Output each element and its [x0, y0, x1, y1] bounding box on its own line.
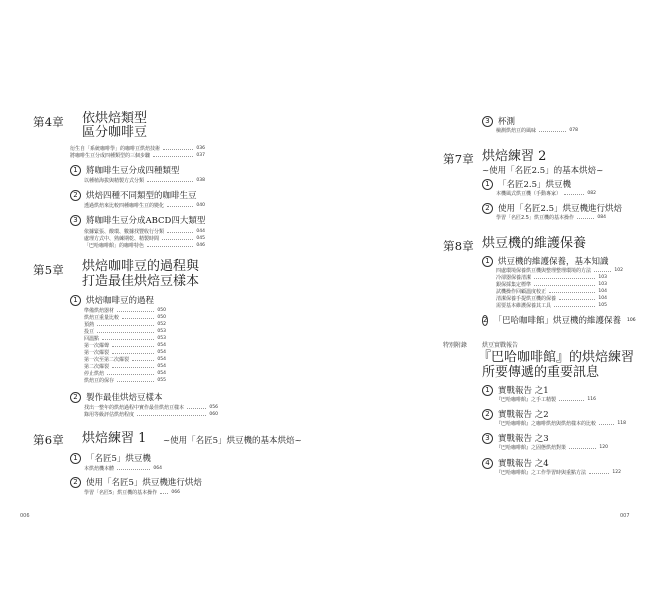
entry-page: 103: [598, 275, 607, 280]
entry-page: 118: [617, 421, 626, 426]
toc-entry[interactable]: [84, 235, 205, 242]
appendix-title-line1: 『巴哈咖啡館』的烘焙練習: [478, 350, 635, 365]
leader-dots: [589, 473, 609, 474]
entry-text: 第一次爆裂: [84, 350, 110, 356]
entry-page: 104: [598, 289, 607, 294]
leader-dots: [112, 367, 154, 368]
leader-dots: [599, 424, 614, 425]
section-title: 烘豆機的維護保養，基本知識: [498, 257, 609, 267]
toc-entry[interactable]: [496, 420, 626, 427]
leader-dots: [107, 374, 154, 375]
entry-page: 116: [587, 397, 596, 402]
leader-dots: [534, 285, 595, 286]
section-heading[interactable]: [70, 189, 197, 201]
entry-text: 將咖啡生豆分成四種類型的三個步驟: [70, 153, 151, 159]
leader-dots: [564, 194, 584, 195]
section-title: 實戰報告 之2: [498, 410, 549, 420]
leader-dots: [97, 332, 154, 333]
section-heading[interactable]: [70, 452, 151, 464]
toc-entry[interactable]: [84, 228, 205, 235]
toc-entry[interactable]: [84, 342, 166, 349]
entry-text: 試機操作回顧溫度校正: [496, 289, 547, 295]
entry-page: 078: [569, 128, 578, 133]
section-heading[interactable]: [482, 178, 571, 190]
entry-page: 120: [599, 445, 608, 450]
circled-number: 2: [70, 190, 81, 201]
entry-text: 處理方式中、熟練期乾、精製時間: [84, 236, 160, 242]
section-heading[interactable]: [70, 476, 202, 488]
entry-page: 064: [153, 466, 162, 471]
entry-text: 烘焙豆的保存: [84, 378, 115, 384]
leader-dots: [594, 271, 611, 272]
entry-page: 038: [196, 178, 205, 183]
entry-text: 衍生自「系統咖啡學」的咖啡豆烘焙技術: [70, 146, 161, 152]
leader-dots: [122, 318, 154, 319]
section-heading[interactable]: [70, 391, 163, 403]
page-number-left: 006: [20, 513, 30, 519]
entry-page: 046: [196, 243, 205, 248]
leader-dots: [102, 339, 154, 340]
toc-entry[interactable]: [84, 314, 166, 321]
entry-text: 學習「名匠2.5」烘豆機的基本操作: [496, 215, 574, 221]
circled-number: 1: [482, 385, 493, 396]
chapter-6-subtitle: ~使用「名匠5」烘豆機的基本烘焙~: [163, 436, 302, 446]
chapter-8-label: 第8章: [443, 239, 474, 253]
toc-entry[interactable]: [84, 489, 180, 496]
entry-page: 102: [614, 268, 623, 273]
circled-number: 3: [482, 433, 493, 444]
section-heading[interactable]: [482, 202, 622, 214]
leader-dots: [187, 408, 206, 409]
entry-text: 冷卻器保養清潔: [496, 275, 532, 281]
entry-page: 106: [626, 317, 636, 323]
toc-entry[interactable]: [496, 127, 578, 134]
entry-text: 本烘焙機本體: [84, 466, 115, 472]
section-heading[interactable]: [482, 408, 549, 420]
entry-page: 122: [612, 470, 621, 475]
toc-entry[interactable]: [84, 307, 166, 314]
leader-dots: [167, 232, 193, 233]
entry-page: 053: [157, 329, 166, 334]
toc-entry[interactable]: [496, 396, 596, 403]
section-heading[interactable]: [482, 115, 515, 127]
section-title: 「名匠5」烘豆機: [86, 454, 151, 464]
entry-text: 學習「名匠5」烘豆機的基本操作: [84, 490, 158, 496]
leader-dots: [117, 469, 150, 470]
toc-entry[interactable]: [496, 469, 621, 476]
entry-page: 105: [598, 303, 607, 308]
toc-entry[interactable]: [496, 274, 607, 281]
entry-text: 本機風式烘豆機（手動專家）: [496, 191, 562, 197]
entry-text: 『巴哈咖啡館』之固態烘焙對策: [496, 445, 567, 451]
entry-text: 第二次爆裂: [84, 364, 110, 370]
chapter-4-title-line2: 區分咖啡豆: [82, 125, 148, 140]
leader-dots: [112, 353, 154, 354]
leader-dots: [147, 246, 193, 247]
chapter-5-label: 第5章: [33, 263, 64, 277]
entry-text: 透過烘焙來比較四種咖啡生豆的變化: [84, 203, 165, 209]
toc-entry[interactable]: [496, 444, 608, 451]
entry-text: 需要基本維護保養其工具: [496, 303, 552, 309]
page-number-right: 007: [620, 513, 630, 519]
entry-text: 『巴哈咖啡館』之咖啡烘焙與烘焙樣本的比較: [496, 421, 597, 427]
entry-page: 050: [157, 308, 166, 313]
section-title: 烘焙四種不同類型的咖啡生豆: [86, 191, 197, 201]
section-title: 杯測: [498, 117, 516, 127]
chapter-6-title: 烘焙練習 1: [82, 431, 147, 446]
toc-entry[interactable]: [84, 202, 205, 209]
section-title: 「名匠2.5」烘豆機: [498, 180, 572, 190]
circled-number: 1: [70, 165, 81, 176]
leader-dots: [153, 156, 193, 157]
entry-page: 084: [597, 215, 606, 220]
entry-text: 以種植海拔與精製方式分類: [84, 178, 145, 184]
toc-entry[interactable]: [84, 377, 166, 384]
entry-text: 檢測烘焙豆的風味: [496, 128, 537, 134]
toc-entry[interactable]: [84, 321, 166, 328]
entry-text: 「巴哈咖啡館」的咖啡特色: [84, 243, 145, 249]
entry-page: 054: [157, 364, 166, 369]
entry-text: 四處環境保養烘豆機與整理整理環境的方法: [496, 268, 592, 274]
leader-dots: [112, 346, 154, 347]
leader-dots: [137, 415, 206, 416]
section-title: 製作最佳烘焙豆樣本: [86, 393, 163, 403]
chapter-5-title-line1: 烘焙咖啡豆的過程與: [82, 259, 200, 274]
chapter-8-title: 烘豆機的維護保養: [482, 236, 587, 251]
chapter-4-label: 第4章: [33, 115, 64, 129]
entry-text: 清潔保養手提烘豆機的保養: [496, 296, 557, 302]
entry-text: 錄用等級評估烘焙程度: [84, 412, 135, 418]
toc-entry[interactable]: [84, 356, 166, 363]
toc-entry[interactable]: [496, 267, 623, 274]
toc-entry[interactable]: [84, 177, 205, 184]
entry-text: 準備烘焙器材: [84, 308, 115, 314]
entry-page: 054: [157, 343, 166, 348]
toc-entry[interactable]: [84, 363, 166, 370]
leader-dots: [549, 292, 595, 293]
entry-text: 第一次爆聲: [84, 343, 110, 349]
appendix-title-line2: 所要傳遞的重要訊息: [482, 365, 600, 380]
entry-page: 104: [598, 296, 607, 301]
toc-entry[interactable]: [496, 190, 596, 197]
entry-text: 找出一整年的烘焙過程中實作最佳烘焙豆樣本: [84, 405, 185, 411]
section-title: 使用「名匠5」烘豆機進行烘焙: [86, 478, 202, 488]
chapter-7-label: 第7章: [443, 152, 474, 166]
leader-dots: [117, 311, 154, 312]
section-title: 將咖啡生豆分成ABCD四大類型: [86, 216, 206, 226]
toc-entry[interactable]: [84, 242, 205, 249]
entry-text: 銀保採集定標準: [496, 282, 532, 288]
toc-entry[interactable]: [496, 214, 606, 221]
circled-number: 2: [483, 316, 488, 324]
entry-page: 054: [157, 357, 166, 362]
leader-dots: [577, 218, 594, 219]
section-title: 將咖啡生豆分成四種類型: [86, 166, 180, 176]
appendix-kicker: 烘豆實戰報告: [482, 342, 519, 349]
leader-dots: [97, 325, 154, 326]
section-title: 實戰報告 之1: [498, 386, 549, 396]
section-heading[interactable]: [482, 384, 549, 396]
leader-dots: [539, 131, 566, 132]
toc-entry[interactable]: [84, 328, 166, 335]
section-title: 烘焙咖啡豆的過程: [86, 296, 155, 306]
circled-number: 1: [70, 295, 81, 306]
toc-entry[interactable]: [496, 281, 607, 288]
entry-text: 第一次至第二次爆裂: [84, 357, 130, 363]
toc-entry[interactable]: [84, 465, 162, 472]
leader-dots: [132, 360, 154, 361]
toc-entry[interactable]: [84, 404, 218, 411]
entry-page: 040: [196, 203, 205, 208]
toc-entry[interactable]: [84, 335, 166, 342]
entry-page: 103: [598, 282, 607, 287]
leader-dots: [569, 448, 596, 449]
toc-entry[interactable]: [496, 288, 607, 295]
circled-number: 2: [482, 409, 493, 420]
leader-dots: [160, 493, 168, 494]
section-heading[interactable]: [70, 214, 205, 226]
circled-number: 3: [70, 215, 81, 226]
chapter-7-subtitle: ~使用「名匠2.5」的基本烘焙~: [482, 166, 604, 176]
entry-page: 053: [157, 336, 166, 341]
toc-entry[interactable]: [84, 411, 218, 418]
toc-entry[interactable]: [70, 152, 205, 159]
toc-entry[interactable]: [496, 295, 607, 302]
toc-entry[interactable]: [70, 145, 205, 152]
circled-number: 4: [482, 458, 493, 469]
entry-text: 停止烘焙: [84, 371, 105, 377]
entry-page: 060: [209, 412, 218, 417]
entry-text: 依據緊張、酸環、數據找豐收行分類: [84, 229, 165, 235]
circled-number: 2: [70, 477, 81, 488]
entry-text: 烘焙豆重量比較: [84, 315, 120, 321]
entry-page: 050: [157, 315, 166, 320]
entry-text: 投豆: [84, 329, 95, 335]
section-heading[interactable]: [482, 255, 609, 267]
leader-dots: [162, 239, 193, 240]
leader-dots: [147, 181, 193, 182]
leader-dots: [117, 381, 154, 382]
toc-entry[interactable]: [496, 302, 607, 309]
entry-page: 054: [157, 371, 166, 376]
entry-text: 回溫點: [84, 336, 100, 342]
circled-number: 2: [482, 203, 493, 214]
circled-number: 1: [482, 179, 493, 190]
section-heading[interactable]: [482, 457, 549, 469]
entry-page: 055: [157, 378, 166, 383]
section-heading[interactable]: [70, 164, 180, 176]
entry-page: 082: [587, 191, 596, 196]
leader-dots: [167, 206, 193, 207]
entry-text: 『巴哈咖啡館』之手工精製: [496, 397, 557, 403]
section-title: 實戰報告 之3: [498, 434, 549, 444]
section-title: 「巴哈咖啡館」烘豆機的維護保養: [493, 316, 621, 326]
chapter-7-title: 烘焙練習 2: [482, 149, 547, 164]
leader-dots: [559, 299, 595, 300]
entry-page: 045: [196, 236, 205, 241]
circled-number: 3: [482, 116, 493, 127]
section-title: 使用「名匠2.5」烘豆機進行烘焙: [498, 204, 623, 214]
section-heading[interactable]: [482, 432, 549, 444]
chapter-4-title-line1: 依烘焙類型: [82, 111, 148, 126]
section-title: 實戰報告 之4: [498, 459, 549, 469]
chapter-6-label: 第6章: [33, 433, 64, 447]
circled-number: 2: [70, 392, 81, 403]
leader-dots: [554, 306, 595, 307]
leader-dots: [534, 278, 595, 279]
entry-page: 054: [157, 350, 166, 355]
entry-page: 037: [196, 153, 205, 158]
entry-text: 『巴哈咖啡館』之工作學習時與重點方法: [496, 470, 587, 476]
leader-dots: [163, 149, 193, 150]
circled-number: 1: [70, 453, 81, 464]
entry-page: 052: [157, 322, 166, 327]
leader-dots: [559, 400, 584, 401]
toc-entry[interactable]: [84, 370, 166, 377]
entry-page: 044: [196, 229, 205, 234]
section-heading[interactable]: [482, 314, 636, 326]
entry-page: 056: [209, 405, 218, 410]
entry-page: 036: [196, 146, 205, 151]
appendix-label: 特別附錄: [443, 342, 468, 349]
circled-number: 1: [482, 256, 493, 267]
section-heading[interactable]: [70, 294, 154, 306]
chapter-5-title-line2: 打造最佳烘焙豆樣本: [82, 274, 200, 289]
entry-text: 預熱: [84, 322, 95, 328]
entry-page: 066: [171, 490, 180, 495]
toc-entry[interactable]: [84, 349, 166, 356]
